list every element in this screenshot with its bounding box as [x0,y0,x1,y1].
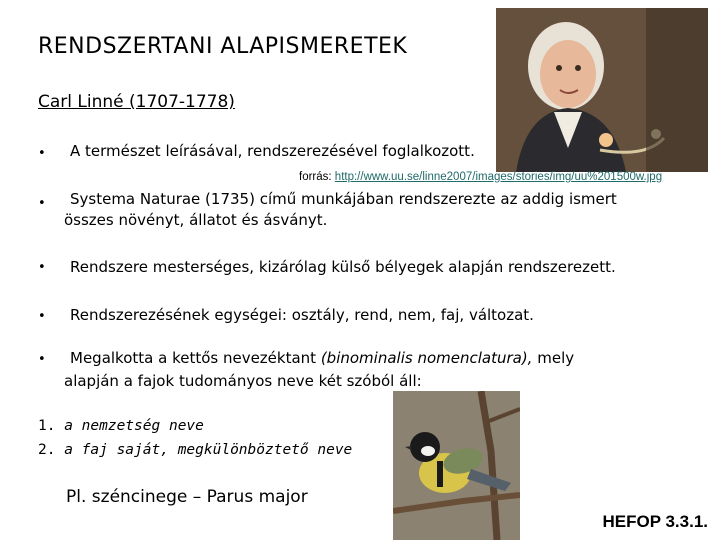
bullet-text-3: Rendszere mesterséges, kizárólag külső bélyegek alapján rendszerezett. [70,258,616,276]
example-text: Pl. széncinege – Parus major [66,487,308,507]
source-label: forrás: [299,171,335,183]
bullet-marker: • [38,146,46,161]
source-link[interactable]: http://www.uu.se/linne2007/images/stories/img/uu%201500w.jpg [334,171,663,183]
numbered-item-2 [38,442,352,458]
bullet-marker: • [38,196,46,211]
bullet-text-5-line1 [70,348,574,369]
bullet-text-4: Rendszerezésének egységei: osztály, rend, nem, faj, változat. [70,306,534,324]
bullet-text-2-line2: összes növényt, állatot és ásványt. [64,211,328,229]
bullet-text-5-b: mely [532,349,575,367]
numbered-item-1 [38,418,204,434]
bullet-marker: • [38,352,46,367]
bullet-marker: • [38,260,46,275]
bullet-text-1: A természet leírásával, rendszerezésével foglalkozott. [70,142,475,160]
numbered-item-2-text: a faj saját, megkülönböztető neve [64,442,353,458]
bullet-text-5-line2: alapján a fajok tudományos neve két szóból áll: [64,372,422,390]
page-title: RENDSZERTANI ALAPISMERETEK [38,34,408,59]
numbered-item-1-text: a nemzetség neve [64,418,204,434]
bullet-marker: • [38,309,46,324]
bullet-text-5-a: Megalkotta a kettős nevezéktant [70,349,321,367]
bullet-text-5-italic: (binominalis nomenclatura), [320,349,533,367]
bullet-text-2-line1: Systema Naturae (1735) című munkájában rendszerezte az addig ismert [70,190,617,208]
bird-image [393,391,520,540]
footer-label: HEFOP 3.3.1. [602,512,708,531]
section-heading: Carl Linné (1707-1778) [38,92,235,112]
numbered-item-2-number: 2. [38,442,56,458]
image-source [299,171,662,183]
numbered-item-1-number: 1. [38,418,56,434]
portrait-image [496,8,708,172]
